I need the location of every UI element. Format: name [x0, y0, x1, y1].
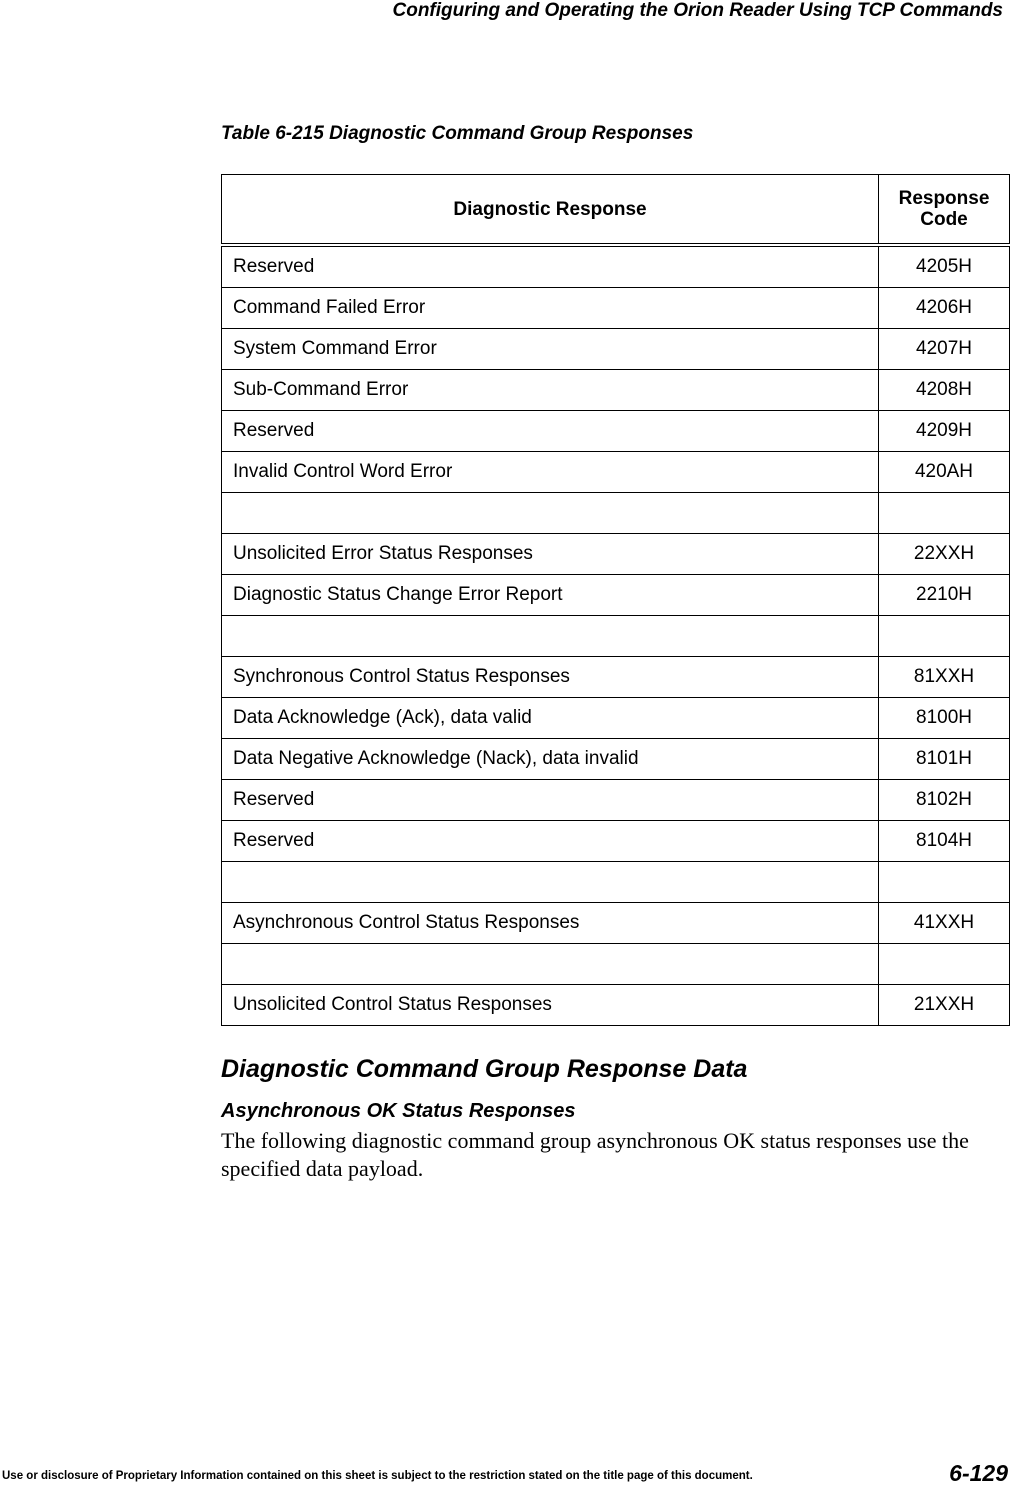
response-cell: Reserved — [222, 411, 879, 452]
subsection-heading: Asynchronous OK Status Responses — [221, 1100, 576, 1122]
table-row — [222, 370, 1010, 411]
diagnostic-responses-table — [221, 174, 1010, 1026]
code-cell — [879, 944, 1010, 985]
code-cell — [879, 493, 1010, 534]
section-heading: Diagnostic Command Group Response Data — [221, 1055, 748, 1083]
table-row — [222, 985, 1010, 1026]
code-cell: 8104H — [879, 821, 1010, 862]
code-cell: 4208H — [879, 370, 1010, 411]
code-cell: 8101H — [879, 739, 1010, 780]
response-cell — [222, 616, 879, 657]
response-cell: Sub-Command Error — [222, 370, 879, 411]
table-row — [222, 575, 1010, 616]
response-cell — [222, 493, 879, 534]
table-caption: Table 6-215 Diagnostic Command Group Responses — [221, 123, 694, 144]
table-row — [222, 780, 1010, 821]
response-cell — [222, 944, 879, 985]
table-row — [222, 862, 1010, 903]
page-number: 6-129 — [949, 1460, 1008, 1486]
table-row — [222, 329, 1010, 370]
code-cell: 4205H — [879, 245, 1010, 288]
column-header-code: Response Code — [879, 175, 1010, 246]
code-cell: 8102H — [879, 780, 1010, 821]
response-cell: Reserved — [222, 821, 879, 862]
table-row — [222, 616, 1010, 657]
response-cell: Command Failed Error — [222, 288, 879, 329]
response-cell: Reserved — [222, 245, 879, 288]
response-cell: Invalid Control Word Error — [222, 452, 879, 493]
table-row — [222, 493, 1010, 534]
table-row — [222, 245, 1010, 288]
table-header-row — [222, 175, 1010, 246]
code-cell: 22XXH — [879, 534, 1010, 575]
running-header: Configuring and Operating the Orion Reader Using TCP Commands — [392, 0, 1003, 21]
table-row — [222, 944, 1010, 985]
code-cell: 420AH — [879, 452, 1010, 493]
response-cell: Reserved — [222, 780, 879, 821]
table-row — [222, 903, 1010, 944]
table-row — [222, 411, 1010, 452]
table-row — [222, 821, 1010, 862]
column-header-response: Diagnostic Response — [222, 175, 879, 246]
response-cell: System Command Error — [222, 329, 879, 370]
response-cell: Unsolicited Error Status Responses — [222, 534, 879, 575]
code-cell: 8100H — [879, 698, 1010, 739]
response-cell: Diagnostic Status Change Error Report — [222, 575, 879, 616]
code-cell: 4207H — [879, 329, 1010, 370]
code-cell: 2210H — [879, 575, 1010, 616]
code-cell: 41XXH — [879, 903, 1010, 944]
code-cell — [879, 862, 1010, 903]
code-cell: 81XXH — [879, 657, 1010, 698]
table-row — [222, 698, 1010, 739]
response-cell: Data Acknowledge (Ack), data valid — [222, 698, 879, 739]
code-cell — [879, 616, 1010, 657]
footer-notice: Use or disclosure of Proprietary Information contained on this sheet is subject to the restriction stated on the title page of this document. — [2, 1470, 753, 1482]
code-cell: 21XXH — [879, 985, 1010, 1026]
response-cell — [222, 862, 879, 903]
response-cell: Synchronous Control Status Responses — [222, 657, 879, 698]
response-cell: Asynchronous Control Status Responses — [222, 903, 879, 944]
table-row — [222, 288, 1010, 329]
table-row — [222, 452, 1010, 493]
table-row — [222, 657, 1010, 698]
code-cell: 4206H — [879, 288, 1010, 329]
body-paragraph: The following diagnostic command group asynchronous OK status responses use the specified data payload. — [221, 1128, 969, 1181]
response-cell: Data Negative Acknowledge (Nack), data invalid — [222, 739, 879, 780]
code-cell: 4209H — [879, 411, 1010, 452]
table-row — [222, 534, 1010, 575]
table-row — [222, 739, 1010, 780]
response-cell: Unsolicited Control Status Responses — [222, 985, 879, 1026]
